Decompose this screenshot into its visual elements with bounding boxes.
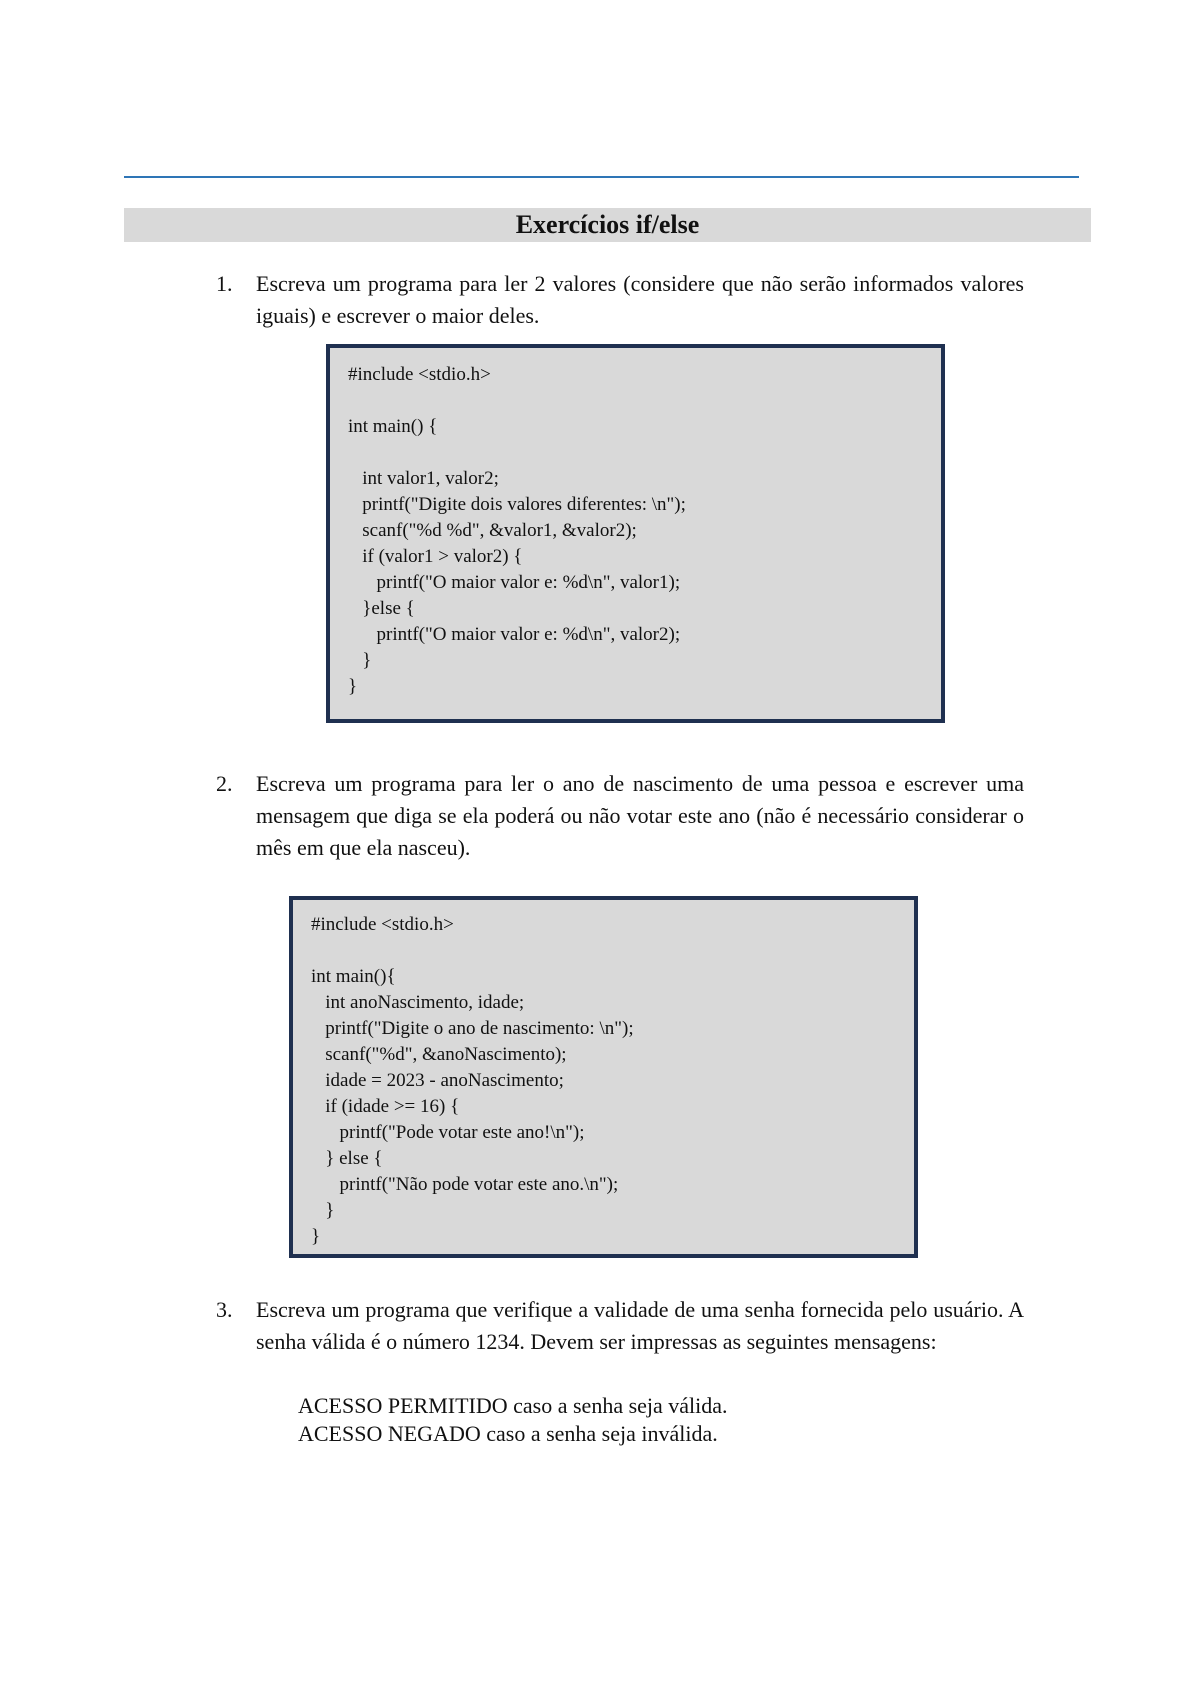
- exercise-number: 1.: [216, 271, 233, 296]
- code-line: [311, 938, 914, 964]
- exercise-number: 3.: [216, 1297, 233, 1322]
- code-line: } else {: [311, 1148, 383, 1169]
- header-rule: [124, 176, 1079, 178]
- page-title: Exercícios if/else: [124, 208, 1091, 242]
- code-line: printf("Digite o ano de nascimento: \n");: [311, 1018, 634, 1039]
- code-line: if (idade >= 16) {: [311, 1096, 460, 1117]
- message-access-denied: ACESSO NEGADO caso a senha seja inválida.: [298, 1421, 718, 1446]
- code-line: }: [311, 1226, 321, 1247]
- code-line: printf("Digite dois valores diferentes: \n");: [348, 494, 686, 515]
- code-line: idade = 2023 - anoNascimento;: [311, 1070, 564, 1091]
- code-line: printf("Pode votar este ano!\n");: [311, 1122, 585, 1143]
- code-line: int main(){: [311, 966, 396, 987]
- code-line: printf("O maior valor e: %d\n", valor2);: [348, 624, 681, 645]
- code-line: }else {: [348, 598, 415, 619]
- code-line: printf("O maior valor e: %d\n", valor1);: [348, 572, 681, 593]
- exercise-1: [216, 268, 1024, 332]
- code-line: [348, 440, 941, 466]
- exercise-3: [216, 1294, 1024, 1358]
- code-line: scanf("%d %d", &valor1, &valor2);: [348, 520, 637, 541]
- code-block-1: [326, 344, 945, 723]
- exercise-text: Escreva um programa para ler o ano de nascimento de uma pessoa e escrever uma mensagem que diga se ela poderá ou não votar este ano (não é necessário considerar o mês em que ela nasceu).: [256, 771, 1024, 860]
- code-line: int main() {: [348, 416, 438, 437]
- exercise-text: Escreva um programa para ler 2 valores (considere que não serão informados valores iguais) e escrever o maior deles.: [256, 271, 1024, 328]
- code-line: }: [348, 676, 358, 697]
- code-line: int anoNascimento, idade;: [311, 992, 525, 1013]
- code-line: #include <stdio.h>: [348, 364, 491, 385]
- exercise-2: [216, 768, 1024, 864]
- code-line: #include <stdio.h>: [311, 914, 454, 935]
- code-line: scanf("%d", &anoNascimento);: [311, 1044, 567, 1065]
- code-line: if (valor1 > valor2) {: [348, 546, 523, 567]
- code-block-2: [289, 896, 918, 1258]
- code-line: }: [311, 1200, 335, 1221]
- code-line: int valor1, valor2;: [348, 468, 499, 489]
- code-line: }: [348, 650, 372, 671]
- exercise-number: 2.: [216, 771, 233, 796]
- code-line: printf("Não pode votar este ano.\n");: [311, 1174, 619, 1195]
- message-access-granted: ACESSO PERMITIDO caso a senha seja válida.: [298, 1393, 728, 1418]
- exercise-text: Escreva um programa que verifique a validade de uma senha fornecida pelo usuário. A senha válida é o número 1234. Devem ser impressas as seguintes mensagens:: [256, 1297, 1024, 1354]
- code-line: [348, 388, 941, 414]
